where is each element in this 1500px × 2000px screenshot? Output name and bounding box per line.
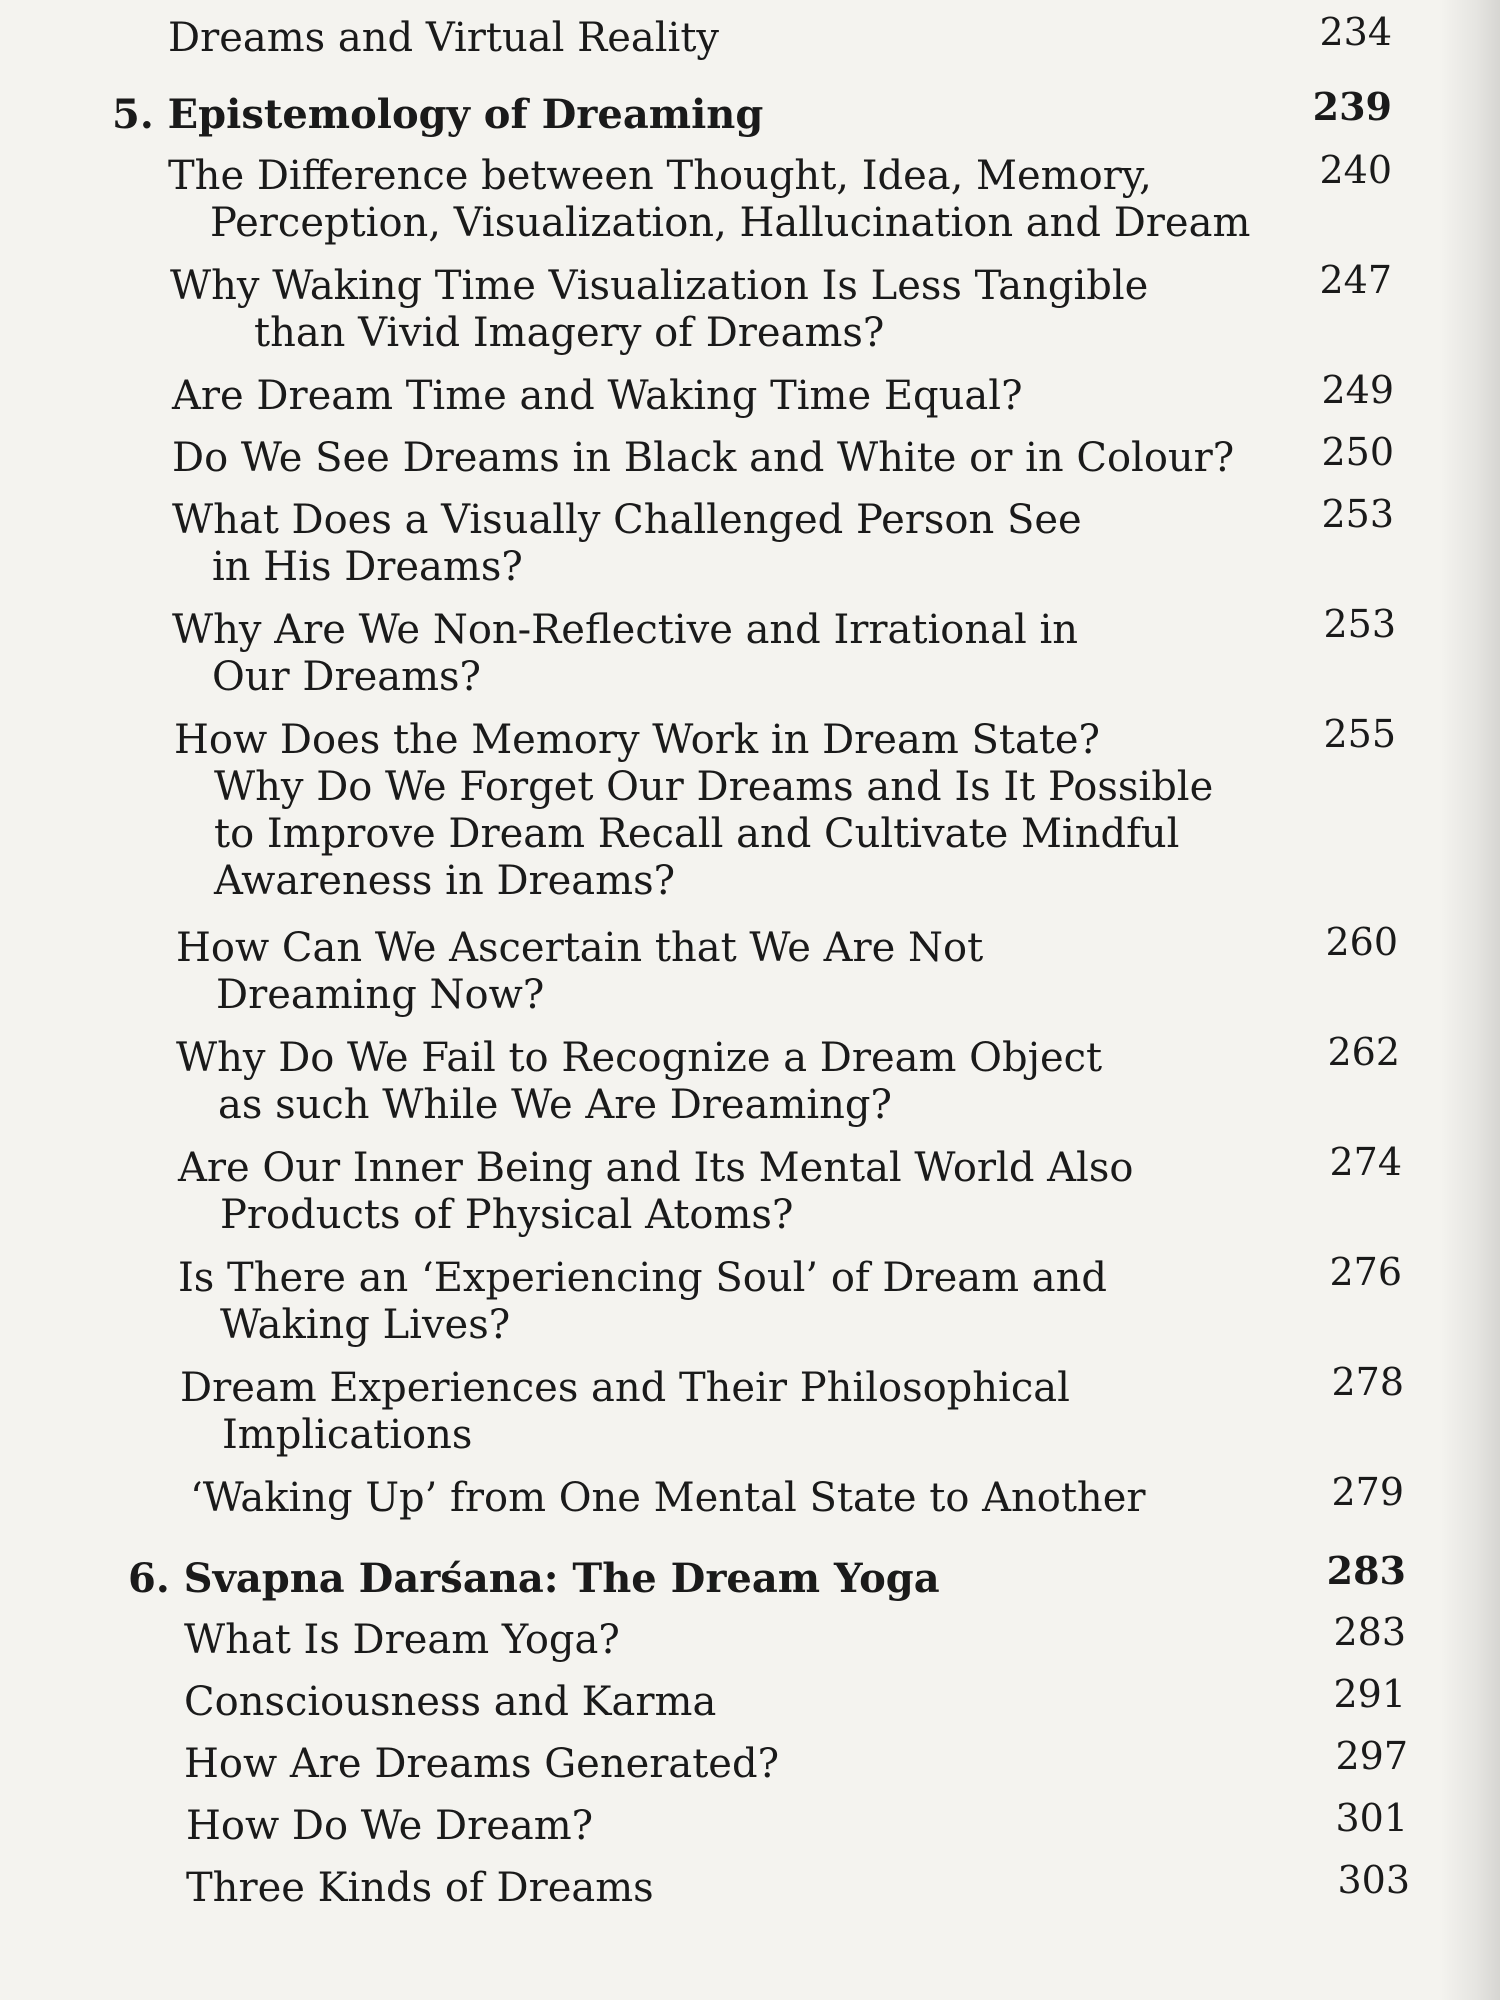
toc-entry-title: Three Kinds of Dreams — [186, 1865, 654, 1911]
chapter-page-number: 283 — [1326, 1548, 1406, 1593]
toc-entry — [176, 1034, 1102, 1130]
toc-entry-continuation: to Improve Dream Recall and Cultivate Mindful — [214, 811, 1180, 857]
toc-page-number: 262 — [1327, 1030, 1400, 1074]
toc-entry-title: How Do We Dream? — [186, 1803, 594, 1849]
toc-entry-continuation: Our Dreams? — [212, 654, 482, 700]
toc-page-number: 260 — [1325, 920, 1398, 964]
toc-entry-title: Dreams and Virtual Reality — [168, 15, 719, 61]
toc-entry-continuation: Waking Lives? — [220, 1302, 511, 1348]
toc-entry — [174, 716, 1213, 906]
toc-page-number: 276 — [1329, 1250, 1402, 1294]
toc-entry-title: ‘Waking Up’ from One Mental State to Another — [190, 1475, 1146, 1521]
toc-entry-title: Dream Experiences and Their Philosophical — [180, 1365, 1070, 1411]
toc-entry-title: Why Do We Fail to Recognize a Dream Object — [176, 1035, 1103, 1081]
toc-entry-title: Why Waking Time Visualization Is Less Tangible — [170, 263, 1149, 309]
toc-entry — [172, 372, 1023, 421]
toc-entry — [184, 1678, 716, 1727]
toc-entry-continuation: Awareness in Dreams? — [214, 858, 676, 904]
toc-entry — [178, 1144, 1133, 1240]
toc-entry-title: Are Our Inner Being and Its Mental World Also — [178, 1145, 1134, 1191]
toc-entry-continuation: Products of Physical Atoms? — [220, 1192, 794, 1238]
chapter-page-number: 239 — [1312, 84, 1392, 129]
chapter-heading: 6. Svapna Darśana: The Dream Yoga — [128, 1555, 940, 1602]
page-edge-shadow — [1440, 0, 1500, 2000]
toc-page-number: 291 — [1333, 1672, 1406, 1716]
toc-page-number: 255 — [1323, 712, 1396, 756]
toc-entry-title: Why Are We Non-Reflective and Irrational in — [172, 607, 1079, 653]
toc-entry-continuation: Perception, Visualization, Hallucination and Dream — [210, 200, 1251, 246]
toc-entry-continuation: Implications — [222, 1412, 473, 1458]
toc-entry — [168, 152, 1250, 248]
toc-entry-title: How Can We Ascertain that We Are Not — [176, 925, 984, 971]
toc-page-number: 279 — [1331, 1470, 1404, 1514]
chapter-heading: 5. Epistemology of Dreaming — [112, 91, 764, 138]
toc-entry-title: The Difference between Thought, Idea, Memory, — [168, 153, 1152, 199]
toc-page-number: 249 — [1321, 368, 1394, 412]
toc-page-number: 278 — [1331, 1360, 1404, 1404]
toc-entry — [178, 1254, 1107, 1350]
toc-entry — [190, 1474, 1146, 1523]
toc-entry-continuation: Why Do We Forget Our Dreams and Is It Possible — [214, 764, 1214, 810]
toc-entry — [172, 496, 1082, 592]
toc-entry-title: Consciousness and Karma — [184, 1679, 717, 1725]
toc-page-number: 253 — [1321, 492, 1394, 536]
toc-page-number: 297 — [1335, 1734, 1408, 1778]
toc-entry — [172, 434, 1234, 483]
toc-entry-title: Is There an ‘Experiencing Soul’ of Dream and — [178, 1255, 1108, 1301]
toc-page-number: 303 — [1337, 1858, 1410, 1902]
toc-page-number: 247 — [1319, 258, 1392, 302]
toc-entry-title: How Are Dreams Generated? — [184, 1741, 780, 1787]
toc-page-number: 283 — [1333, 1610, 1406, 1654]
toc-page-number: 250 — [1321, 430, 1394, 474]
toc-entry — [184, 1740, 779, 1789]
toc-entry — [168, 14, 719, 63]
toc-page-number: 301 — [1335, 1796, 1408, 1840]
toc-page-number: 274 — [1329, 1140, 1402, 1184]
toc-entry-continuation: Dreaming Now? — [216, 972, 545, 1018]
toc-entry-title: How Does the Memory Work in Dream State? — [174, 717, 1100, 763]
toc-entry — [170, 262, 1148, 358]
toc-entry-continuation: as such While We Are Dreaming? — [218, 1082, 892, 1128]
toc-entry — [184, 1616, 620, 1665]
toc-entry — [186, 1802, 593, 1851]
toc-entry-title: What Does a Visually Challenged Person See — [172, 497, 1082, 543]
toc-page-number: 253 — [1323, 602, 1396, 646]
toc-entry-title: Do We See Dreams in Black and White or in Colour? — [172, 435, 1235, 481]
toc-entry — [176, 924, 983, 1020]
toc-entry — [186, 1864, 654, 1913]
toc-entry — [180, 1364, 1070, 1460]
toc-page-number: 234 — [1319, 10, 1392, 54]
toc-entry-continuation: in His Dreams? — [212, 544, 523, 590]
toc-entry-continuation: than Vivid Imagery of Dreams? — [254, 310, 885, 356]
toc-entry-title: Are Dream Time and Waking Time Equal? — [172, 373, 1023, 419]
toc-entry-title: What Is Dream Yoga? — [184, 1617, 620, 1663]
toc-page-number: 240 — [1319, 148, 1392, 192]
toc-entry — [172, 606, 1078, 702]
